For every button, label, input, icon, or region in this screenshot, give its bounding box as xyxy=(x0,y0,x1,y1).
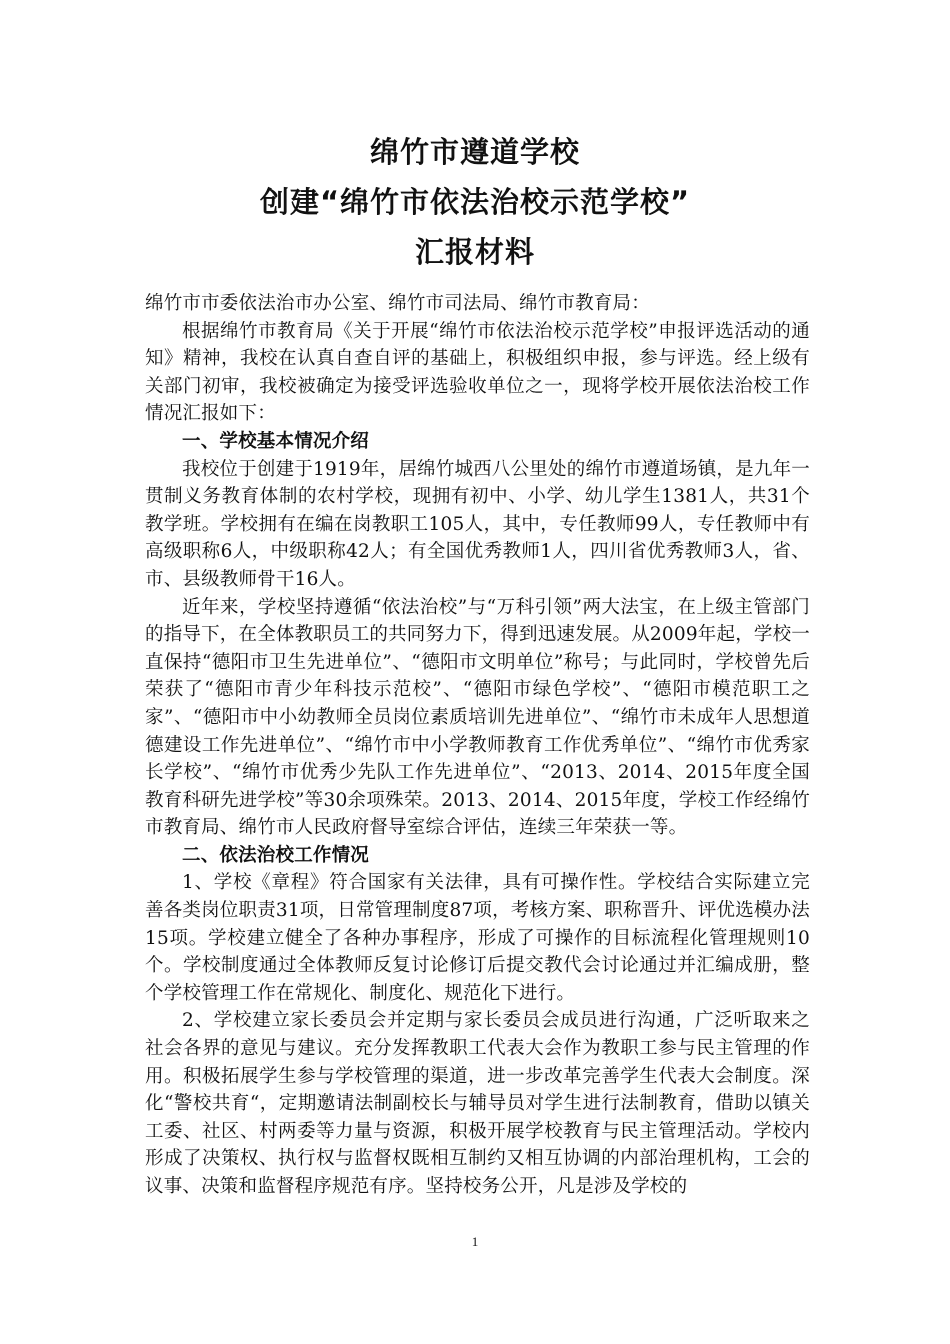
title-report: 汇报材料 xyxy=(414,235,535,269)
salutation: 绵竹市市委依法治市办公室、绵竹市司法局、绵竹市教育局： xyxy=(145,293,650,314)
section-heading-2: 二、依法治校工作情况 xyxy=(182,844,370,866)
section-heading-1: 一、学校基本情况介绍 xyxy=(182,430,370,452)
section1-paragraph-2: 近年来，学校坚持遵循“依法治校”与“万科引领”两大法宝，在上级主管部门的指导下，在全体教职员工的共同努力下，得到迅速发展。从2009年起，学校一直保持“德阳市卫生先进单位”、“德阳市文明单位”称号；与此同时，学校曾先后荣获了“德阳市青少年科技示范校”、“德阳市绿色学校”、“德阳市模范职工之家”、“德阳市中小幼教师全员岗位素质培训先进单位”、“绵竹市未成年人思想道德建设工作先进单位”、“绵竹市中小学教师教育工作优秀单位”、“绵竹市优秀家长学校”、“绵竹市优秀少先队工作先进单位”、“2013、2014、2015年度全国教育科研先进学校”等30余项殊荣。2013、2014、2015年度，学校工作经绵竹市教育局、绵竹市人民政府督导室综合评估，连续三年荣获一等。 xyxy=(145,596,810,839)
section2-paragraph-2: 2、学校建立家长委员会并定期与家长委员会成员进行沟通，广泛听取来之社会各界的意见与建议。充分发挥教职工代表大会作为教职工参与民主管理的作用。积极拓展学生参与学校管理的渠道，进一步改革完善学生代表大会制度。深化“警校共育“，定期邀请法制副校长与辅导员对学生进行法制教育，借助以镇关工委、社区、村两委等力量与资源，积极开展学校教育与民主管理活动。学校内形成了决策权、执行权与监督权既相互制约又相互协调的内部治理机构，工会的议事、决策和监督程序规范有序。坚持校务公开，凡是涉及学校的 xyxy=(145,1010,810,1197)
title-subject: 创建“绵竹市依法治校示范学校” xyxy=(259,185,691,219)
page-number: 1 xyxy=(471,1234,479,1249)
title-block xyxy=(0,128,950,278)
intro-paragraph: 根据绵竹市教育局《关于开展“绵竹市依法治校示范学校”申报评选活动的通知》精神，我校在认真自查自评的基础上，积极组织申报，参与评选。经上级有关部门初审，我校被确定为接受评选验收单位之一，现将学校开展依法治校工作情况汇报如下： xyxy=(145,320,810,425)
section2-paragraph-1: 1、学校《章程》符合国家有关法律，具有可操作性。学校结合实际建立完善各类岗位职责31项，日常管理制度87项，考核方案、职称晋升、评优选模办法15项。学校建立健全了各种办事程序，形成了可操作的目标流程化管理规则10个。学校制度通过全体教师反复讨论修订后提交教代会讨论通过并汇编成册，整个学校管理工作在常规化、制度化、规范化下进行。 xyxy=(145,872,810,1004)
document-body xyxy=(145,290,810,1201)
section1-paragraph-1: 我校位于创建于1919年，居绵竹城西八公里处的绵竹市遵道场镇，是九年一贯制义务教育体制的农村学校，现拥有初中、小学、幼儿学生1381人，共31个教学班。学校拥有在编在岗教职工105人，其中，专任教师99人，专任教师中有高级职称6人，中级职称42人；有全国优秀教师1人，四川省优秀教师3人，省、市、县级教师骨干16人。 xyxy=(145,458,810,590)
title-school-name: 绵竹市遵道学校 xyxy=(369,135,580,169)
